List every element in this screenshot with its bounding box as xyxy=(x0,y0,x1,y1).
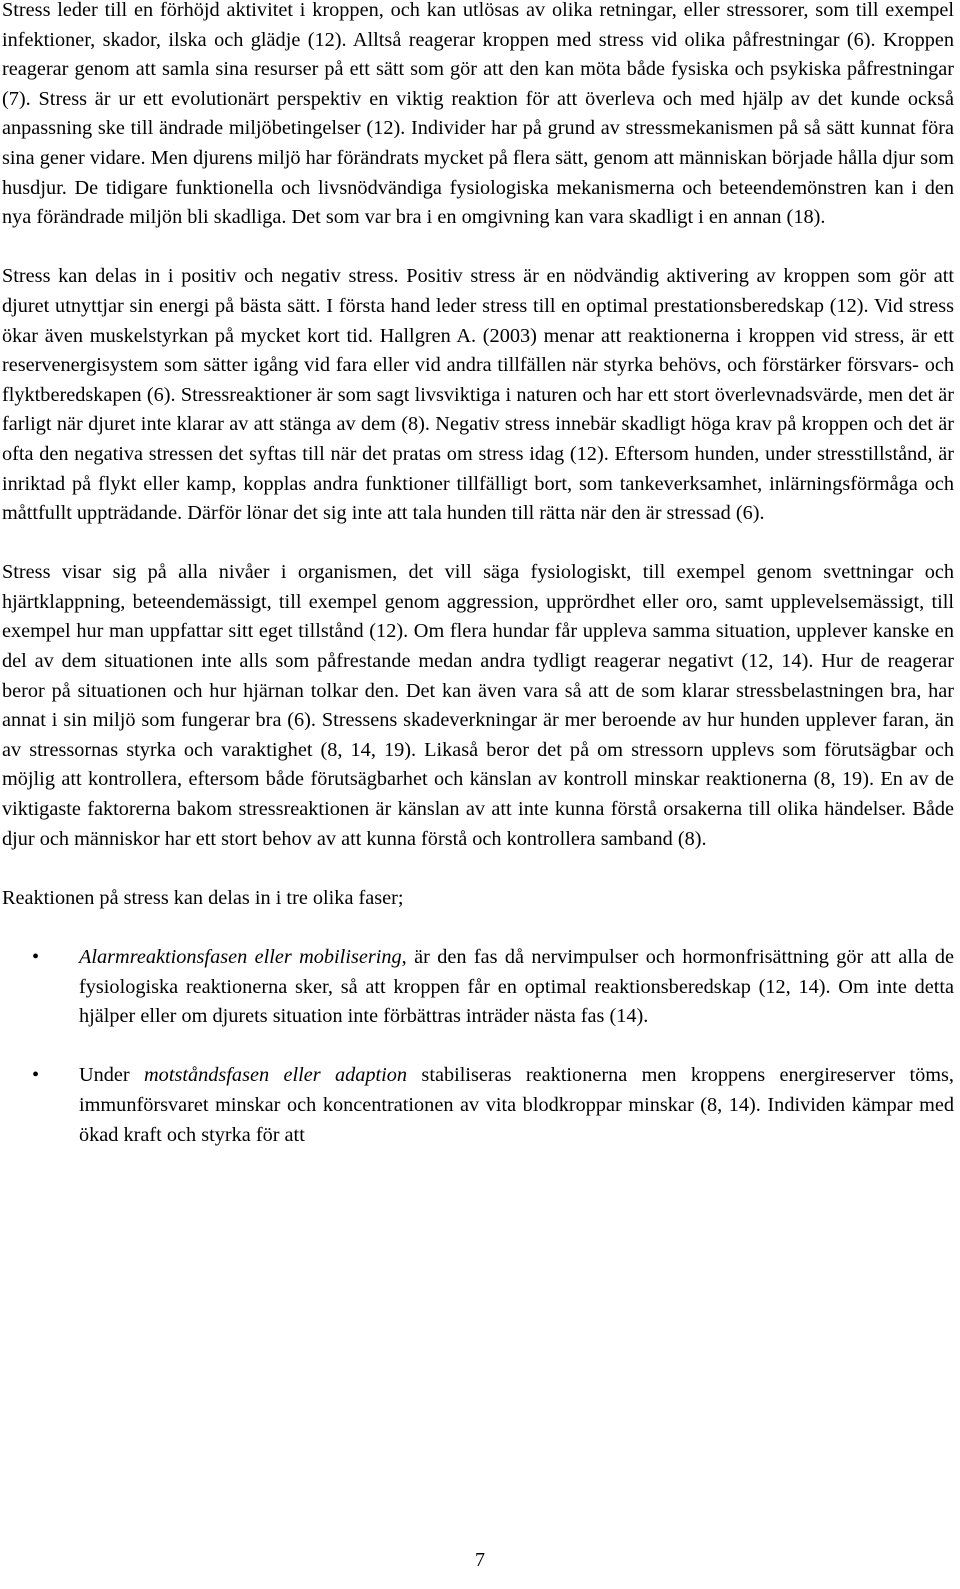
list-item xyxy=(2,1061,954,1150)
body-text xyxy=(2,0,954,913)
list-item xyxy=(2,943,954,1032)
paragraph-positive-negative-stress: Stress kan delas in i positiv och negativ stress. Positiv stress är en nödvändig aktivering av kroppen som gör att djuret utnyttjar sin energi på bästa sätt. I första hand leder stress till en optimal prestationsberedskap (12). Vid stress ökar även muskelstyrkan på mycket kort tid. Hallgren A. (2003) menar att reaktionerna i kroppen vid stress, är ett reservenergisystem som sätter igång vid fara eller vid andra tillfällen när styrka behövs, och förstärker försvars- och flyktberedskapen (6). Stressreaktioner är som sagt livsviktiga i naturen och har ett stort överlevnadsvärde, men det är farligt när djuret inte klarar av att stänga av dem (8). Negativ stress innebär skadligt höga krav på kroppen och det är ofta den negativa stressen det syftas till när det pratas om stress idag (12). Eftersom hunden, under stresstillstånd, är inriktad på flykt eller kamp, kopplas andra funktioner tillfälligt bort, som tankeverksamhet, inlärningsförmåga och måttfullt uppträdande. Därför lönar det sig inte att tala hunden till rätta när den är stressad (6). xyxy=(2,265,954,525)
bullet-icon: • xyxy=(32,946,40,968)
document-page xyxy=(2,0,954,1180)
paragraph-stress-levels: Stress visar sig på alla nivåer i organismen, det vill säga fysiologiskt, till exempel genom svettningar och hjärtklappning, beteendemässigt, till exempel genom aggression, upprördhet eller oro, samt upplevelsemässigt, till exempel hur man uppfattar sitt eget tillstånd (12). Om flera hundar får uppleva samma situation, upplever kanske en del av dem situationen inte alls som påfrestande medan andra tydligt reagerar negativt (12, 14). Hur de reagerar beror på situationen och hur hjärnan tolkar den. Det kan även vara så att de som klarar stressbelastningen bra, har annat i sin miljö som fungerar bra (6). Stressens skadeverkningar är mer beroende av hur hunden upplever faran, än av stressornas styrka och varaktighet (8, 14, 19). Likaså beror det på om stressorn upplevs som förutsägbar och möjlig att kontrollera, eftersom både förutsägbarhet och känslan av kontroll minskar reaktionerna (8, 19). En av de viktigaste faktorerna bakom stressreaktionen är känslan av att inte kunna förstå orsakerna till olika händelser. Både djur och människor har ett stort behov av att kunna förstå och kontrollera samband (8). xyxy=(2,561,954,850)
list-item-text: , är den fas då nervimpulser och hormonfrisättning gör att alla de fysiologiska reaktionerna sker, så att kroppen får en optimal reaktionsberedskap (12, 14). Om inte detta hjälper eller om djurets situation inte förbättras inträder nästa fas (14). xyxy=(79,946,954,1028)
list-item-lead: Under xyxy=(79,1064,145,1087)
list-item-term: motståndsfasen eller adaption xyxy=(144,1064,408,1087)
paragraph-stress-intro: Stress leder till en förhöjd aktivitet i kroppen, och kan utlösas av olika retningar, eller stressorer, som till exempel infektioner, skador, ilska och glädje (12). Alltså reagerar kroppen med stress vid olika påfrestningar (6). Kroppen reagerar genom att samla sina resurser på ett sätt som gör att den kan möta både fysiska och psykiska påfrestningar (7). Stress är ur ett evolutionärt perspektiv en viktig reaktion för att överleva och med hjälp av det kunde också anpassning ske till ändrade miljöbetingelser (12). Individer har på grund av stressmekanismen på så sätt kunnat föra sina gener vidare. Men djurens miljö har förändrats mycket på flera sätt, genom att människan började hålla djur som husdjur. De tidigare funktionella och livsnödvändiga fysiologiska mekanismerna och beteendemönstren kan i den nya förändrade miljön bli skadliga. Det som var bra i en omgivning kan vara skadligt i en annan (18). xyxy=(2,0,954,229)
bullet-icon: • xyxy=(32,1064,40,1087)
paragraph-phases-intro: Reaktionen på stress kan delas in i tre olika faser; xyxy=(2,886,404,909)
phases-list xyxy=(2,943,954,1150)
list-item-term: Alarmreaktionsfasen eller mobilisering xyxy=(79,946,402,968)
list-item-text: stabiliseras reaktionerna men kroppens energireserver töms, immunförsvaret minskar och koncentrationen av vita blodkroppar minskar (8, 14). Individen kämpar med ökad kraft och styrka för att xyxy=(79,1064,954,1146)
page-number: 7 xyxy=(475,1549,485,1571)
